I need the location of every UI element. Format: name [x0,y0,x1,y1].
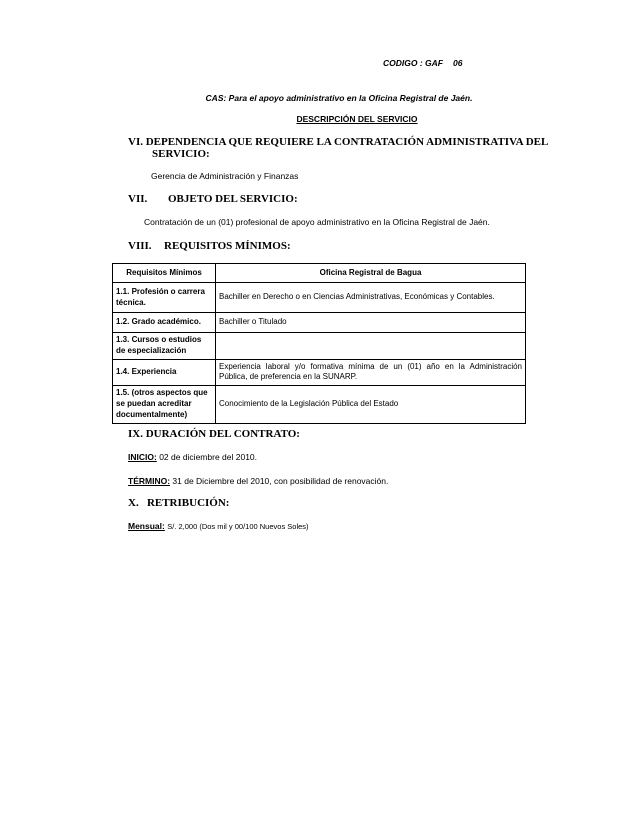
description-title: DESCRIPCIÓN DEL SERVICIO [296,114,418,124]
section-9-heading: IX. DURACIÓN DEL CONTRATO: [128,428,300,440]
header-requirements: Requisitos Mínimos [113,264,216,283]
start-label: INICIO: [128,452,157,462]
end-label: TÉRMINO: [128,476,171,486]
section-10-heading: X. RETRIBUCIÓN: [128,497,230,509]
row-value: Experiencia laboral y/o formativa mínima de un (01) año en la Administración Pública, de preferencia en la SUNARP. [216,359,526,386]
row-label: 1.5. (otros aspectos que se puedan acreditar documentalmente) [113,386,216,423]
row-value: Bachiller en Derecho o en Ciencias Administrativas, Económicas y Contables. [216,283,526,313]
monthly-value: S/. 2,000 (Dos mil y 00/100 Nuevos Soles) [167,522,309,531]
row-label: 1.4. Experiencia [113,359,216,386]
header-office: Oficina Registral de Bagua [216,264,526,283]
section-7-title: OBJETO DEL SERVICIO: [168,193,298,205]
table-row [113,386,526,423]
row-label: 1.3. Cursos o estudios de especialización [113,333,216,360]
end-value: 31 de Diciembre del 2010, con posibilidad de renovación. [172,476,389,486]
end-line [128,476,388,486]
row-label: 1.1. Profesión o carrera técnica. [113,283,216,313]
row-label: 1.2. Grado académico. [113,313,216,333]
row-value: Bachiller o Titulado [216,313,526,333]
monthly-line [128,521,309,531]
cas-title: CAS: Para el apoyo administrativo en la Oficina Registral de Jaén. [205,93,473,103]
code-number: 06 [453,58,463,68]
section-6-heading [128,136,548,160]
code-label: CODIGO : [383,58,423,68]
section-8-title: REQUISITOS MÍNIMOS: [164,240,291,252]
section-7-number: VII. [128,193,148,205]
table-row [113,283,526,313]
table-row [113,359,526,386]
start-value: 02 de diciembre del 2010. [159,452,258,462]
row-value [216,333,526,360]
document-code [383,58,462,68]
table-row [113,313,526,333]
monthly-label: Mensual: [128,521,165,531]
table-header-row [113,264,526,283]
section-6-heading-line2: SERVICIO: [152,148,210,160]
row-value: Conocimiento de la Legislación Pública del Estado [216,386,526,423]
section-6-text: Gerencia de Administración y Finanzas [151,171,299,181]
code-value: GAF [425,58,443,68]
section-7-text: Contratación de un (01) profesional de apoyo administrativo en la Oficina Registral de Jaén. [144,217,490,227]
start-line [128,452,257,462]
section-6-heading-line1: VI. DEPENDENCIA QUE REQUIERE LA CONTRATACIÓN ADMINISTRATIVA DEL [128,136,549,148]
requirements-table [112,263,526,424]
section-8-number: VIII. [128,240,152,252]
table-row [113,333,526,360]
